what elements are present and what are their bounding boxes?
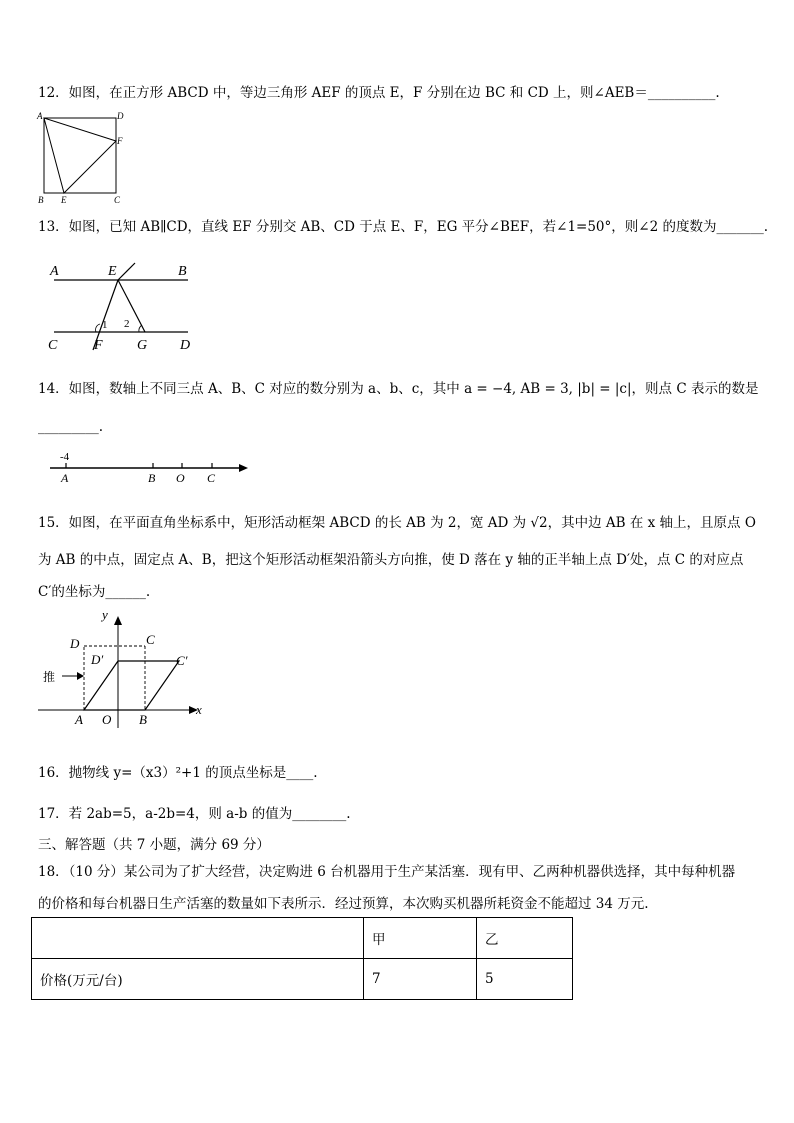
q12-label-c: C [114, 195, 121, 205]
q13-parallel-lines-figure [38, 258, 208, 354]
q15-end: . [145, 584, 151, 600]
section-heading: 三、解答题（共 7 小题，满分 69 分） [38, 837, 270, 853]
q12-square-figure [36, 110, 126, 206]
question-17 [38, 805, 351, 823]
q14-label-minus4: -4 [60, 451, 70, 463]
q16-text: 16．抛物线 y=（x3）²+1 的顶点坐标是 [38, 765, 287, 781]
q15-label-o: O [102, 712, 112, 727]
q13-label-b: B [178, 264, 187, 279]
q12-label-a: A [37, 111, 43, 121]
question-18-line-1 [38, 863, 735, 881]
q14-end: . [98, 419, 104, 435]
q18-line-2-text: 的价格和每台机器日生产活塞的数量如下表所示．经过预算，本次购买机器所耗资金不能超过 34 万元. [38, 896, 649, 912]
q15-line-1-text: 15．如图，在平面直角坐标系中，矩形活动框架 ABCD 的长 AB 为 2，宽 AD 为 √2，其中边 AB 在 x 轴上，且原点 O [38, 515, 756, 531]
q13-label-g: G [137, 338, 148, 353]
q15-label-b: B [139, 712, 147, 727]
q13-text: 13．如图，已知 AB∥CD，直线 EF 分别交 AB、CD 于点 E、F，EG 平分∠BEF，若∠1=50°，则∠2 的度数为 [38, 219, 717, 235]
question-15-line-2 [38, 551, 743, 569]
machine-table [31, 917, 573, 1000]
q12-label-e: E [61, 195, 67, 205]
table-cell: 7 [364, 959, 477, 1000]
q15-label-d: D [70, 636, 80, 651]
q14-text: 14．如图，数轴上不同三点 A、B、C 对应的数分别为 a、b、c，其中 a = −4, AB = 3, |b| = |c|，则点 C 表示的数是 [38, 381, 759, 397]
q16-blank: ____ [286, 765, 314, 781]
question-18-line-2 [38, 895, 649, 913]
q15-label-push: 推 [43, 670, 56, 684]
q13-angle-1: 1 [102, 319, 108, 331]
q12-label-d: D [117, 111, 124, 121]
q14-label-c: C [207, 471, 216, 485]
q14-label-b: B [148, 471, 156, 485]
q13-label-a: A [50, 264, 59, 279]
q15-blank: ______ [105, 584, 146, 600]
q13-label-e: E [108, 264, 117, 279]
q13-blank: _______ [716, 219, 764, 235]
question-15-line-1 [38, 514, 756, 532]
q12-label-f: F [117, 136, 123, 146]
table-cell: 5 [477, 959, 573, 1000]
q15-label-x: x [196, 702, 202, 717]
table-header-row [32, 918, 573, 959]
q16-end: . [313, 765, 318, 781]
q18-line-1-text: 18．（10 分）某公司为了扩大经营，决定购进 6 台机器用于生产某活塞．现有甲、乙两种机器供选择，其中每种机器 [38, 864, 736, 880]
q15-label-c-prime: C′ [176, 653, 188, 668]
q15-line-3-text: C′的坐标为 [38, 584, 106, 600]
question-13 [38, 218, 768, 236]
question-14-answer-line [38, 418, 103, 436]
q14-label-o: O [176, 471, 185, 485]
q15-label-c: C [146, 632, 155, 647]
q17-end: . [346, 806, 351, 822]
question-12 [38, 84, 720, 102]
q12-end: . [715, 85, 720, 101]
q13-label-f: F [94, 338, 103, 353]
q13-end: . [763, 219, 769, 235]
q14-number-line-figure [46, 448, 256, 488]
question-14 [38, 380, 758, 398]
q15-label-a: A [75, 712, 83, 727]
q17-text: 17．若 2ab=5，a-2b=4，则 a-b 的值为 [38, 806, 293, 822]
q14-label-a: A [61, 471, 69, 485]
table-row [32, 959, 573, 1000]
table-header-cell: 乙 [477, 918, 573, 959]
q15-label-d-prime: D′ [91, 652, 104, 667]
q12-text: 12．如图，在正方形 ABCD 中，等边三角形 AEF 的顶点 E，F 分别在边 BC 和 CD 上，则∠AEB＝ [38, 85, 648, 101]
q13-label-c: C [48, 338, 58, 353]
q12-blank: __________ [647, 85, 716, 101]
q13-angle-2: 2 [124, 318, 130, 330]
table-cell: 价格(万元/台) [32, 959, 364, 1000]
q12-label-b: B [38, 195, 44, 205]
q17-blank: ________ [292, 806, 347, 822]
q15-coordinate-figure [34, 610, 214, 732]
question-16 [38, 764, 318, 782]
table-header-cell: 甲 [364, 918, 477, 959]
q15-line-2-text: 为 AB 的中点，固定点 A、B，把这个矩形活动框架沿箭头方向推，使 D 落在 y 轴的正半轴上点 D′处，点 C 的对应点 [38, 552, 744, 568]
q15-label-y: y [102, 610, 108, 622]
question-15-line-3 [38, 583, 150, 601]
q14-blank: _________ [38, 419, 99, 435]
table-header-cell [32, 918, 364, 959]
q13-label-d: D [180, 338, 191, 353]
